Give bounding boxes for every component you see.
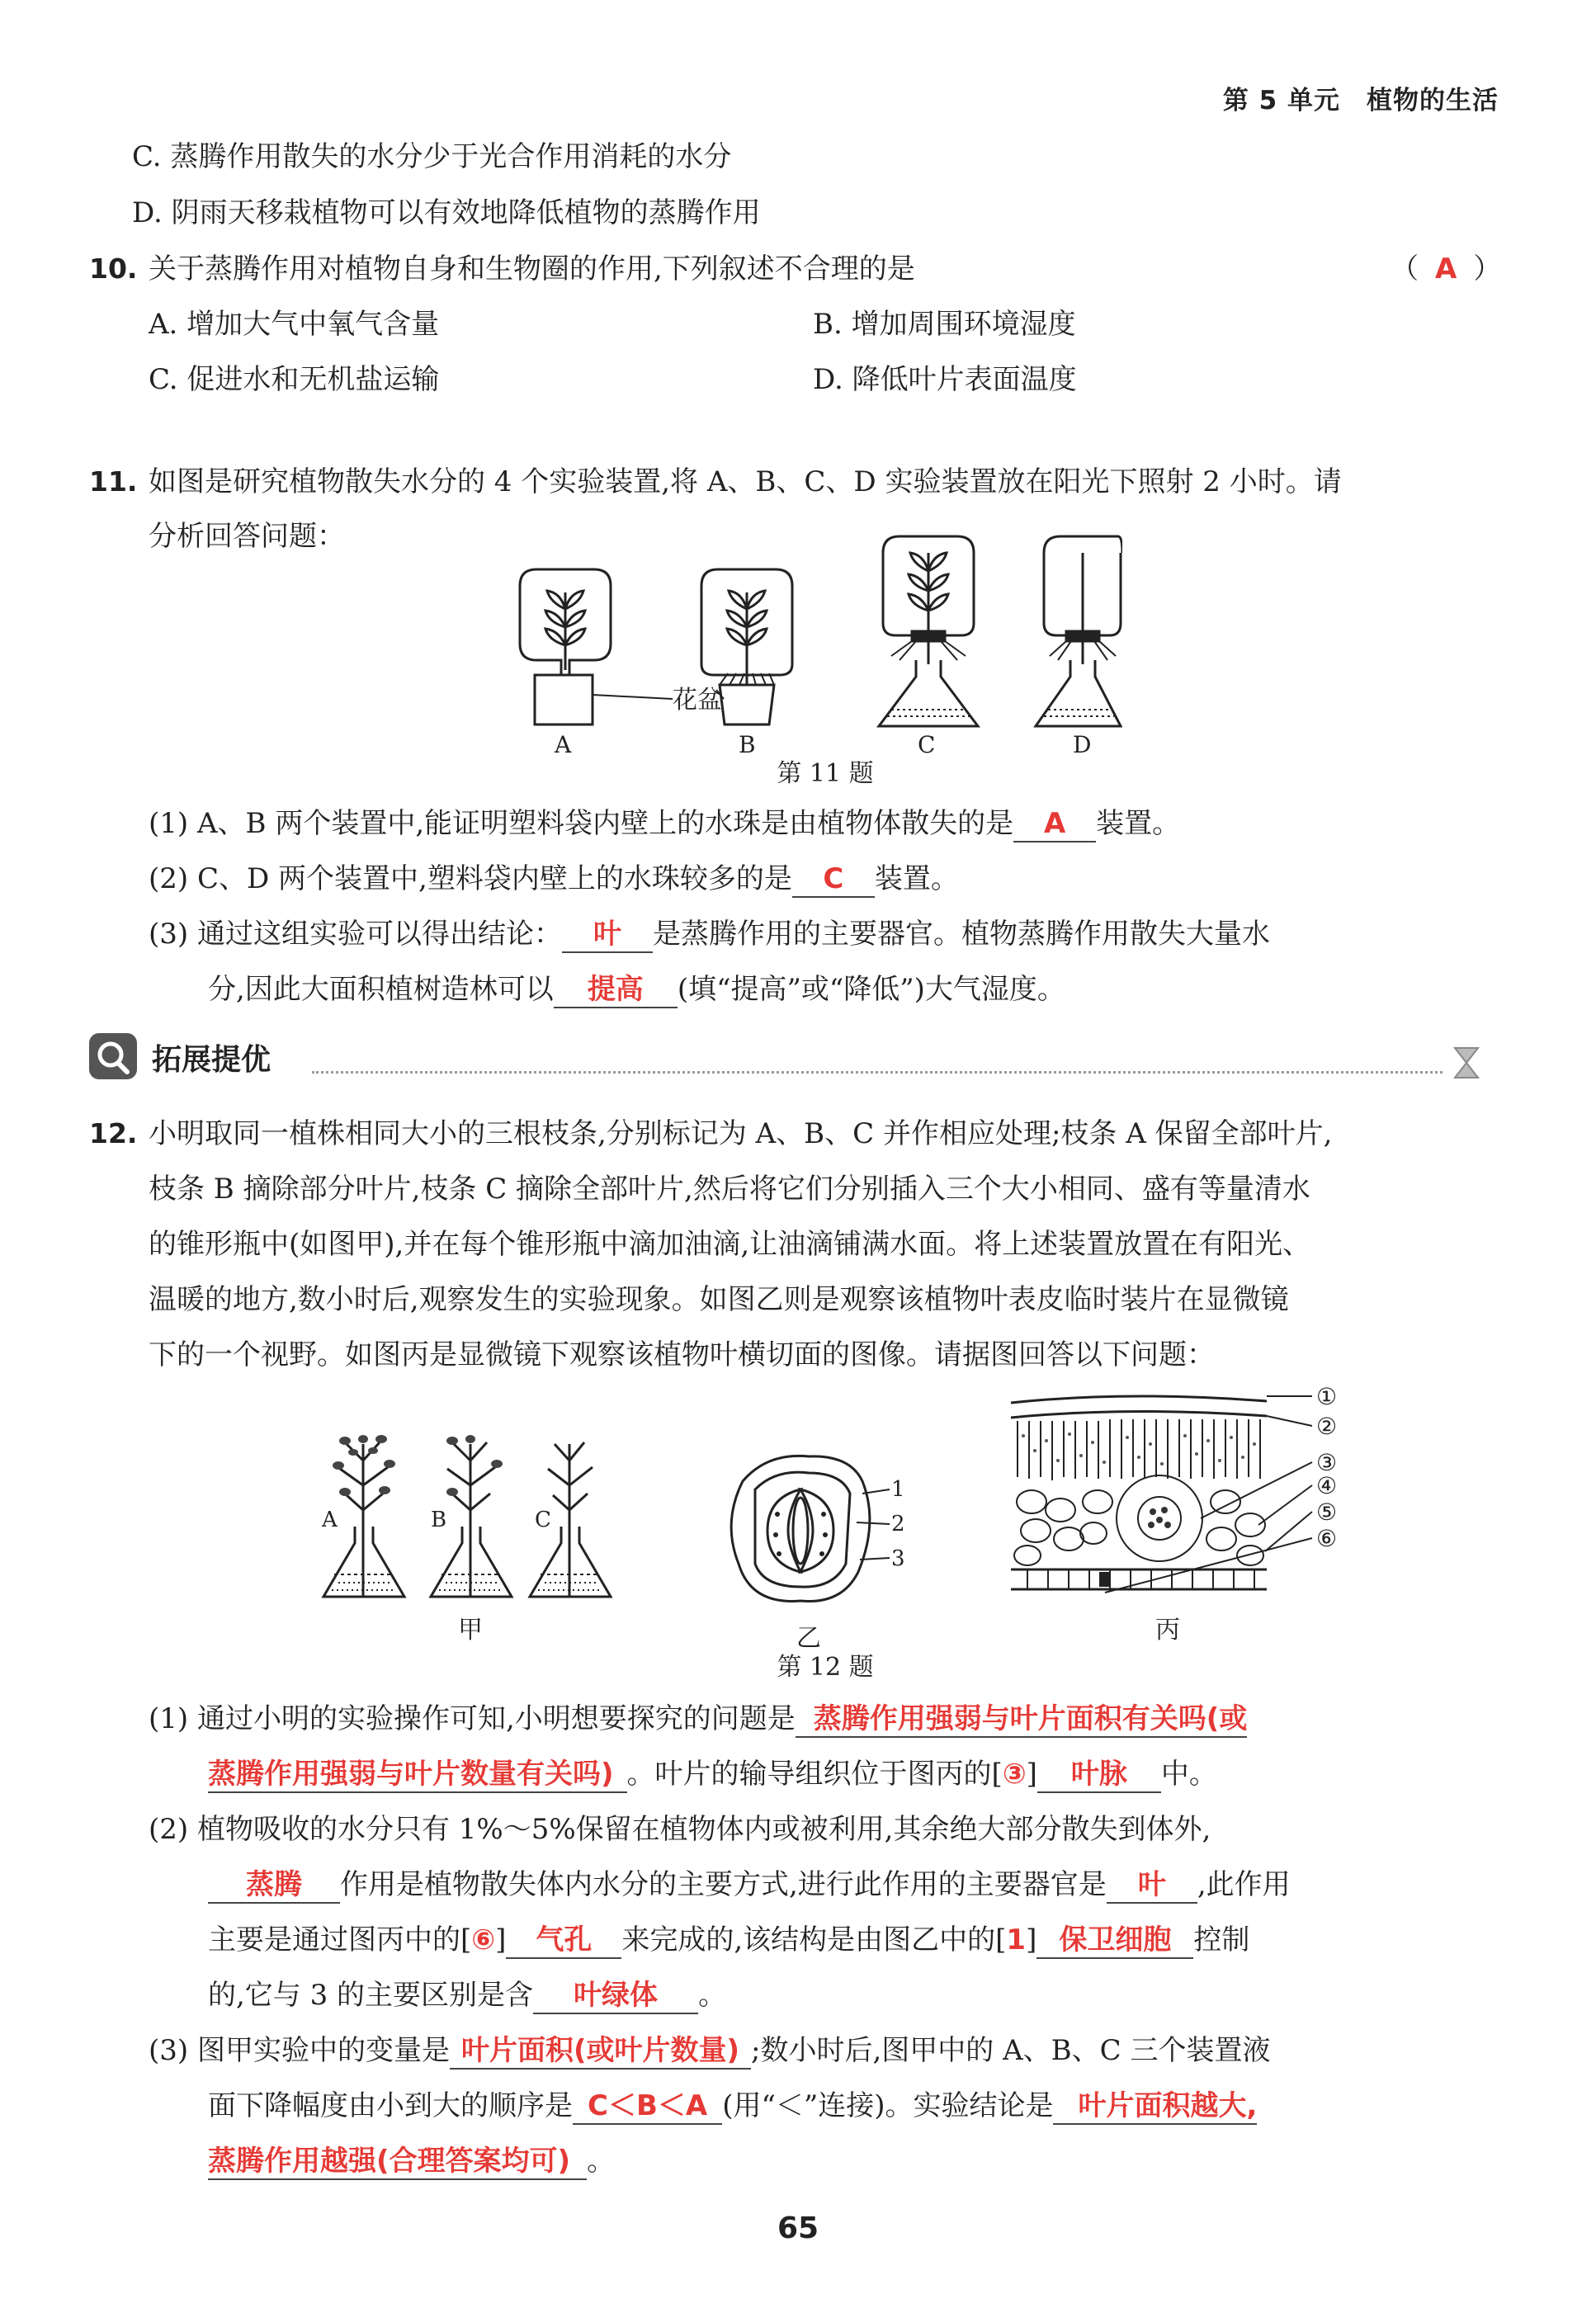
paren-close: ） [1473,253,1502,286]
q12-stem-5: 下的一个视野。如图丙是显微镜下观察该植物叶横切面的图像。请据图回答以下问题： [149,1338,1215,1371]
q10-stem: 关于蒸腾作用对植物自身和生物圈的作用,下列叙述不合理的是 [149,253,915,286]
q9-option-c: C. 蒸腾作用散失的水分少于光合作用消耗的水分 [132,140,732,173]
bing-caption: 丙 [1155,1616,1180,1645]
jia-caption: 甲 [458,1616,483,1645]
jia-label-a: A [322,1508,338,1532]
q12-part2-line2: 蒸腾 作用是植物散失体内水分的主要方式,进行此作用的主要器官是 叶 ,此作用 [208,1867,1291,1904]
q11-part3-line1: (3) 通过这组实验可以得出结论： 叶 是蒸腾作用的主要器官。植物蒸腾作用散失大量水 [149,916,1270,953]
q12-part3-line1: (3) 图甲实验中的变量是 叶片面积(或叶片数量) ;数小时后,图甲中的 A、B、C 三个装置液 [149,2032,1270,2070]
hourglass-icon [1452,1046,1480,1079]
label-c: C [918,731,936,758]
q12-part2-line3: 主要是通过图丙中的[⑥] 气孔 来完成的,该结构是由图乙中的[1] 保卫细胞 控制 [208,1922,1249,1959]
q12-part1-line1: (1) 通过小明的实验操作可知,小明想要探究的问题是 蒸腾作用强弱与叶片面积有关吗(或 [149,1701,1247,1738]
q12-part2-line1: (2) 植物吸收的水分只有 1%～5%保留在植物体内或被利用,其余绝大部分散失到体外, [149,1813,1211,1846]
bing-label-2: ② [1316,1413,1338,1440]
q10-option-c: C. 促进水和无机盐运输 [149,363,440,396]
yi-caption: 乙 [796,1624,821,1653]
q11-stem-line1: 如图是研究植物散失水分的 4 个实验装置,将 A、B、C、D 实验装置放在阳光下照射 2 小时。请 [149,465,1342,498]
q11-caption: 第 11 题 [777,759,874,788]
q10-option-d: D. 降低叶片表面温度 [813,363,1077,396]
q12-part2-line4: 的,它与 3 的主要区别是含 叶绿体 。 [208,1977,726,2014]
jia-label-c: C [535,1508,551,1532]
q11-part1: (1) A、B 两个装置中,能证明塑料袋内壁上的水珠是由植物体散失的是 A 装置。 [149,805,1180,842]
section-divider [312,1071,1443,1074]
apparatus-c [879,536,978,726]
bing-label-4: ④ [1316,1472,1338,1499]
q10-option-b: B. 增加周围环境湿度 [813,308,1076,341]
q11-part3-line2: 分,因此大面积植树造林可以 提高 (填“提高”或“降低”)大气湿度。 [208,971,1065,1008]
label-d: D [1073,731,1092,758]
q12-stem-4: 温暖的地方,数小时后,观察发生的实验现象。如图乙则是观察该植物叶表皮临时装片在显微镜 [149,1283,1289,1316]
section-title: 拓展提优 [152,1043,272,1077]
q12-part3-line3: 蒸腾作用越强(合理答案均可) 。 [208,2143,615,2180]
q9-option-d: D. 阴雨天移栽植物可以有效地降低植物的蒸腾作用 [132,196,761,229]
q10-answer-bracket [1391,251,1501,287]
figure-jia [314,1419,627,1609]
bing-label-6: ⑥ [1316,1525,1338,1552]
pot-label: 花盆 [673,686,722,715]
q12-caption: 第 12 题 [777,1653,874,1682]
bing-label-1: ① [1316,1386,1338,1410]
apparatus-d [1036,536,1122,726]
bing-label-5: ⑤ [1316,1499,1338,1526]
jia-label-b: B [431,1508,447,1532]
q12-number: 12. [89,1117,138,1149]
label-b: B [739,731,756,758]
yi-label-2: 2 [891,1512,905,1536]
label-a: A [555,731,572,758]
q11-part2: (2) C、D 两个装置中,塑料袋内壁上的水珠较多的是 C 装置。 [149,861,959,898]
q12-stem-1: 小明取同一植株相同大小的三根枝条,分别标记为 A、B、C 并作相应处理;枝条 A 保留全部叶片, [149,1117,1333,1150]
q11-number: 11. [89,465,138,498]
q12-stem-3: 的锥形瓶中(如图甲),并在每个锥形瓶中滴加油滴,让油滴铺满水面。将上述装置放置在有阳光、 [149,1228,1311,1261]
apparatus-a [520,569,611,724]
q11-figure [495,528,1122,767]
q12-stem-2: 枝条 B 摘除部分叶片,枝条 C 摘除全部叶片,然后将它们分别插入三个大小相同、盛有等量清水 [149,1173,1310,1206]
yi-label-3: 3 [891,1546,905,1571]
q10-number: 10. [89,253,138,285]
q11-stem-line2: 分析回答问题： [149,520,345,553]
magnifier-icon [89,1031,139,1081]
q10-option-a: A. 增加大气中氧气含量 [149,308,440,341]
bing-label-3: ③ [1316,1449,1338,1476]
q10-answer: A [1435,253,1457,286]
section-header [89,1031,1492,1081]
running-header: 第 5 单元 植物的生活 [1222,86,1499,116]
q12-part3-line2: 面下降幅度由小到大的顺序是 C＜B＜A (用“＜”连接)。实验结论是 叶片面积越大, [208,2088,1257,2125]
q12-part1-line2: 蒸腾作用强弱与叶片数量有关吗) 。叶片的输导组织位于图丙的[③] 叶脉 中。 [208,1756,1217,1793]
figure-yi [718,1448,916,1621]
yi-label-1: 1 [891,1477,905,1502]
paren-open: （ [1391,253,1419,286]
page-number: 65 [777,2211,819,2245]
figure-bing [1003,1386,1349,1617]
